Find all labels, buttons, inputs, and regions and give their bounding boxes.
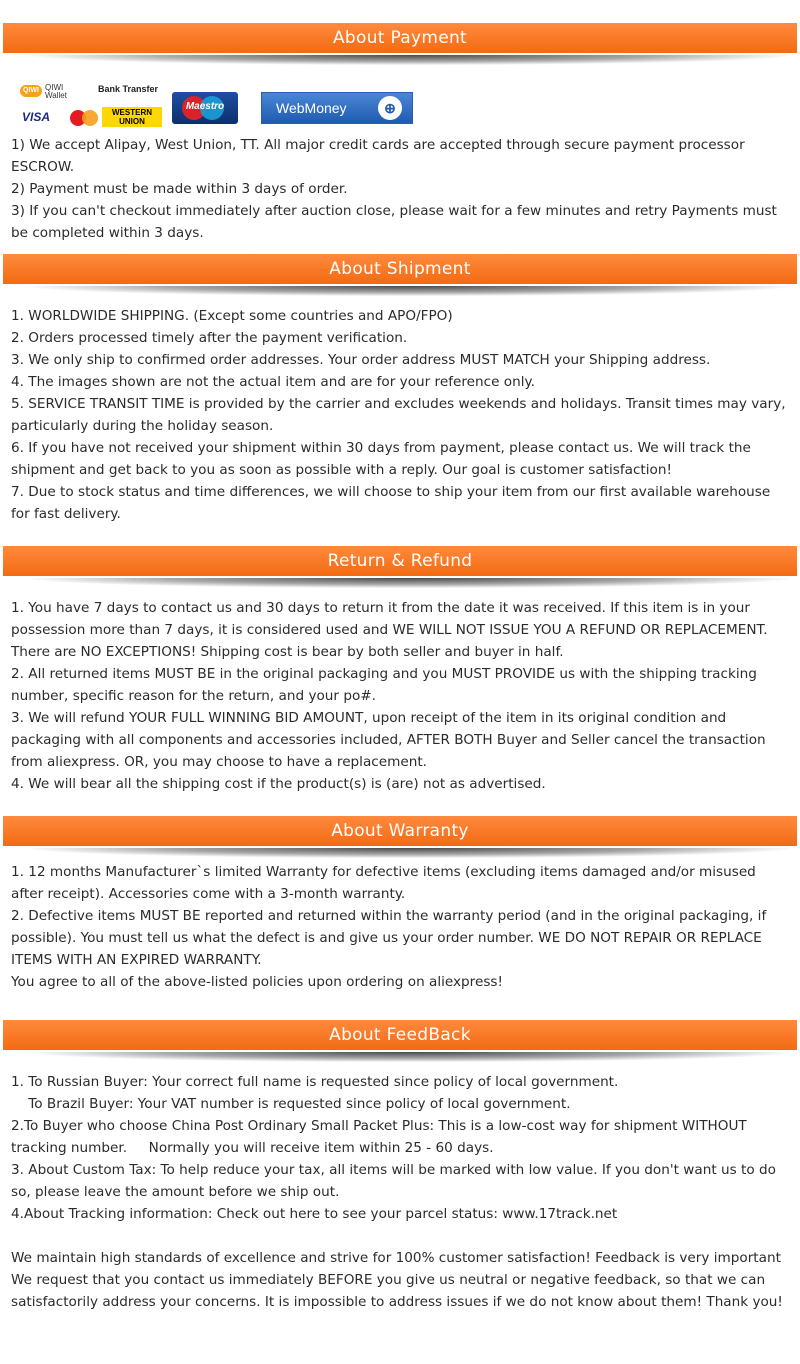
mastercard-logo bbox=[70, 110, 100, 126]
warranty-line: 2. Defective items MUST BE reported and returned within the warranty period (and in the original packaging, if possible). You must tell us what the defect is and give us your order number. WE DO NOT REPAIR OR REPLACE ITEMS WITH AN EXPIRED WARRANTY. bbox=[11, 908, 767, 968]
qiwi-wallet-logo: QIWI QIWI Wallet bbox=[20, 84, 82, 100]
shipment-line: 1. WORLDWIDE SHIPPING. (Except some countries and APO/FPO) bbox=[11, 308, 453, 324]
payment-line: 3) If you can't checkout immediately after auction close, please wait for a few minutes and retry Payments must be completed within 3 days. bbox=[11, 203, 777, 241]
refund-line: 4. We will bear all the shipping cost if the product(s) is (are) not as advertised. bbox=[11, 776, 546, 792]
webmoney-logo: WebMoney ⊕ bbox=[261, 92, 413, 124]
feedback-line: 2.To Buyer who choose China Post Ordinary Small Packet Plus: This is a low-cost way for shipment WITHOUT tracking number. Normally you will receive item within 25 - 60 days. bbox=[11, 1118, 752, 1156]
refund-banner: Return & Refund bbox=[3, 546, 797, 576]
refund-text bbox=[11, 597, 789, 795]
maestro-logo: Maestro bbox=[172, 92, 238, 124]
feedback-line: To Brazil Buyer: Your VAT number is requested since policy of local government. bbox=[11, 1096, 571, 1112]
payment-logos bbox=[18, 80, 418, 128]
feedback-line: 3. About Custom Tax: To help reduce your tax, all items will be marked with low value. If you don't want us to do so, please leave the amount before we ship out. bbox=[11, 1162, 776, 1200]
bank-transfer-logo: Bank Transfer bbox=[98, 84, 159, 94]
shipment-line: 4. The images shown are not the actual item and are for your reference only. bbox=[11, 374, 535, 390]
refund-line: 3. We will refund YOUR FULL WINNING BID AMOUNT, upon receipt of the item in its original condition and packaging with all components and accessories included, AFTER BOTH Buyer and Seller cancel the transaction from aliexpress. OR, you may choose to have a replacement. bbox=[11, 710, 766, 770]
western-union-logo: WESTERN UNION bbox=[102, 107, 162, 127]
payment-line: 1) We accept Alipay, West Union, TT. All major credit cards are accepted through secure payment processor ESCROW. bbox=[11, 137, 745, 175]
banner-shadow bbox=[30, 1052, 790, 1062]
warranty-banner: About Warranty bbox=[3, 816, 797, 846]
banner-shadow bbox=[30, 578, 790, 588]
refund-line: 1. You have 7 days to contact us and 30 days to return it from the date it was received. If this item is in your possession more than 7 days, it is considered used and WE WILL NOT ISSUE YOU A REFUND OR REPLACEMENT. There are NO EXCEPTIONS! Shipping cost is bear by both seller and buyer in half. bbox=[11, 600, 768, 660]
feedback-line: 1. To Russian Buyer: Your correct full name is requested since policy of local government. bbox=[11, 1074, 619, 1090]
payment-banner: About Payment bbox=[3, 23, 797, 53]
payment-text bbox=[11, 134, 789, 244]
shipment-line: 3. We only ship to confirmed order addresses. Your order address MUST MATCH your Shipping address. bbox=[11, 352, 711, 368]
shipment-line: 6. If you have not received your shipment within 30 days from payment, please contact us. We will track the shipment and get back to you as soon as possible with a reply. Our goal is customer satisfaction! bbox=[11, 440, 751, 478]
shipment-text bbox=[11, 305, 789, 525]
warranty-line: You agree to all of the above-listed policies upon ordering on aliexpress! bbox=[11, 974, 503, 990]
banner-shadow bbox=[30, 286, 790, 296]
banner-shadow bbox=[30, 848, 790, 858]
feedback-closing-text: We maintain high standards of excellence and strive for 100% customer satisfaction! Feedback is very important We request that you contact us immediately BEFORE you give us neutral or negative feedback, so that we can satisfactorily address your concerns. It is impossible to address issues if we do not know about them! Thank you! bbox=[11, 1250, 783, 1310]
refund-line: 2. All returned items MUST BE in the original packaging and you MUST PROVIDE us with the shipping tracking number, specific reason for the return, and your po#. bbox=[11, 666, 757, 704]
shipment-line: 2. Orders processed timely after the payment verification. bbox=[11, 330, 408, 346]
feedback-text bbox=[11, 1071, 789, 1225]
shipment-line: 7. Due to stock status and time differences, we will choose to ship your item from our first available warehouse for fast delivery. bbox=[11, 484, 771, 522]
webmoney-globe-icon: ⊕ bbox=[378, 96, 402, 120]
shipment-line: 5. SERVICE TRANSIT TIME is provided by the carrier and excludes weekends and holidays. Transit times may vary, particularly during the holiday season. bbox=[11, 396, 786, 434]
banner-shadow bbox=[30, 55, 790, 65]
feedback-line: 4.About Tracking information: Check out here to see your parcel status: www.17track.net bbox=[11, 1206, 618, 1222]
payment-line: 2) Payment must be made within 3 days of order. bbox=[11, 181, 348, 197]
warranty-text bbox=[11, 861, 789, 993]
feedback-closing bbox=[11, 1247, 789, 1313]
feedback-banner: About FeedBack bbox=[3, 1020, 797, 1050]
shipment-banner: About Shipment bbox=[3, 254, 797, 284]
warranty-line: 1. 12 months Manufacturer`s limited Warranty for defective items (excluding items damaged and/or misused after receipt). Accessories come with a 3-month warranty. bbox=[11, 864, 756, 902]
visa-logo: VISA bbox=[22, 110, 51, 124]
